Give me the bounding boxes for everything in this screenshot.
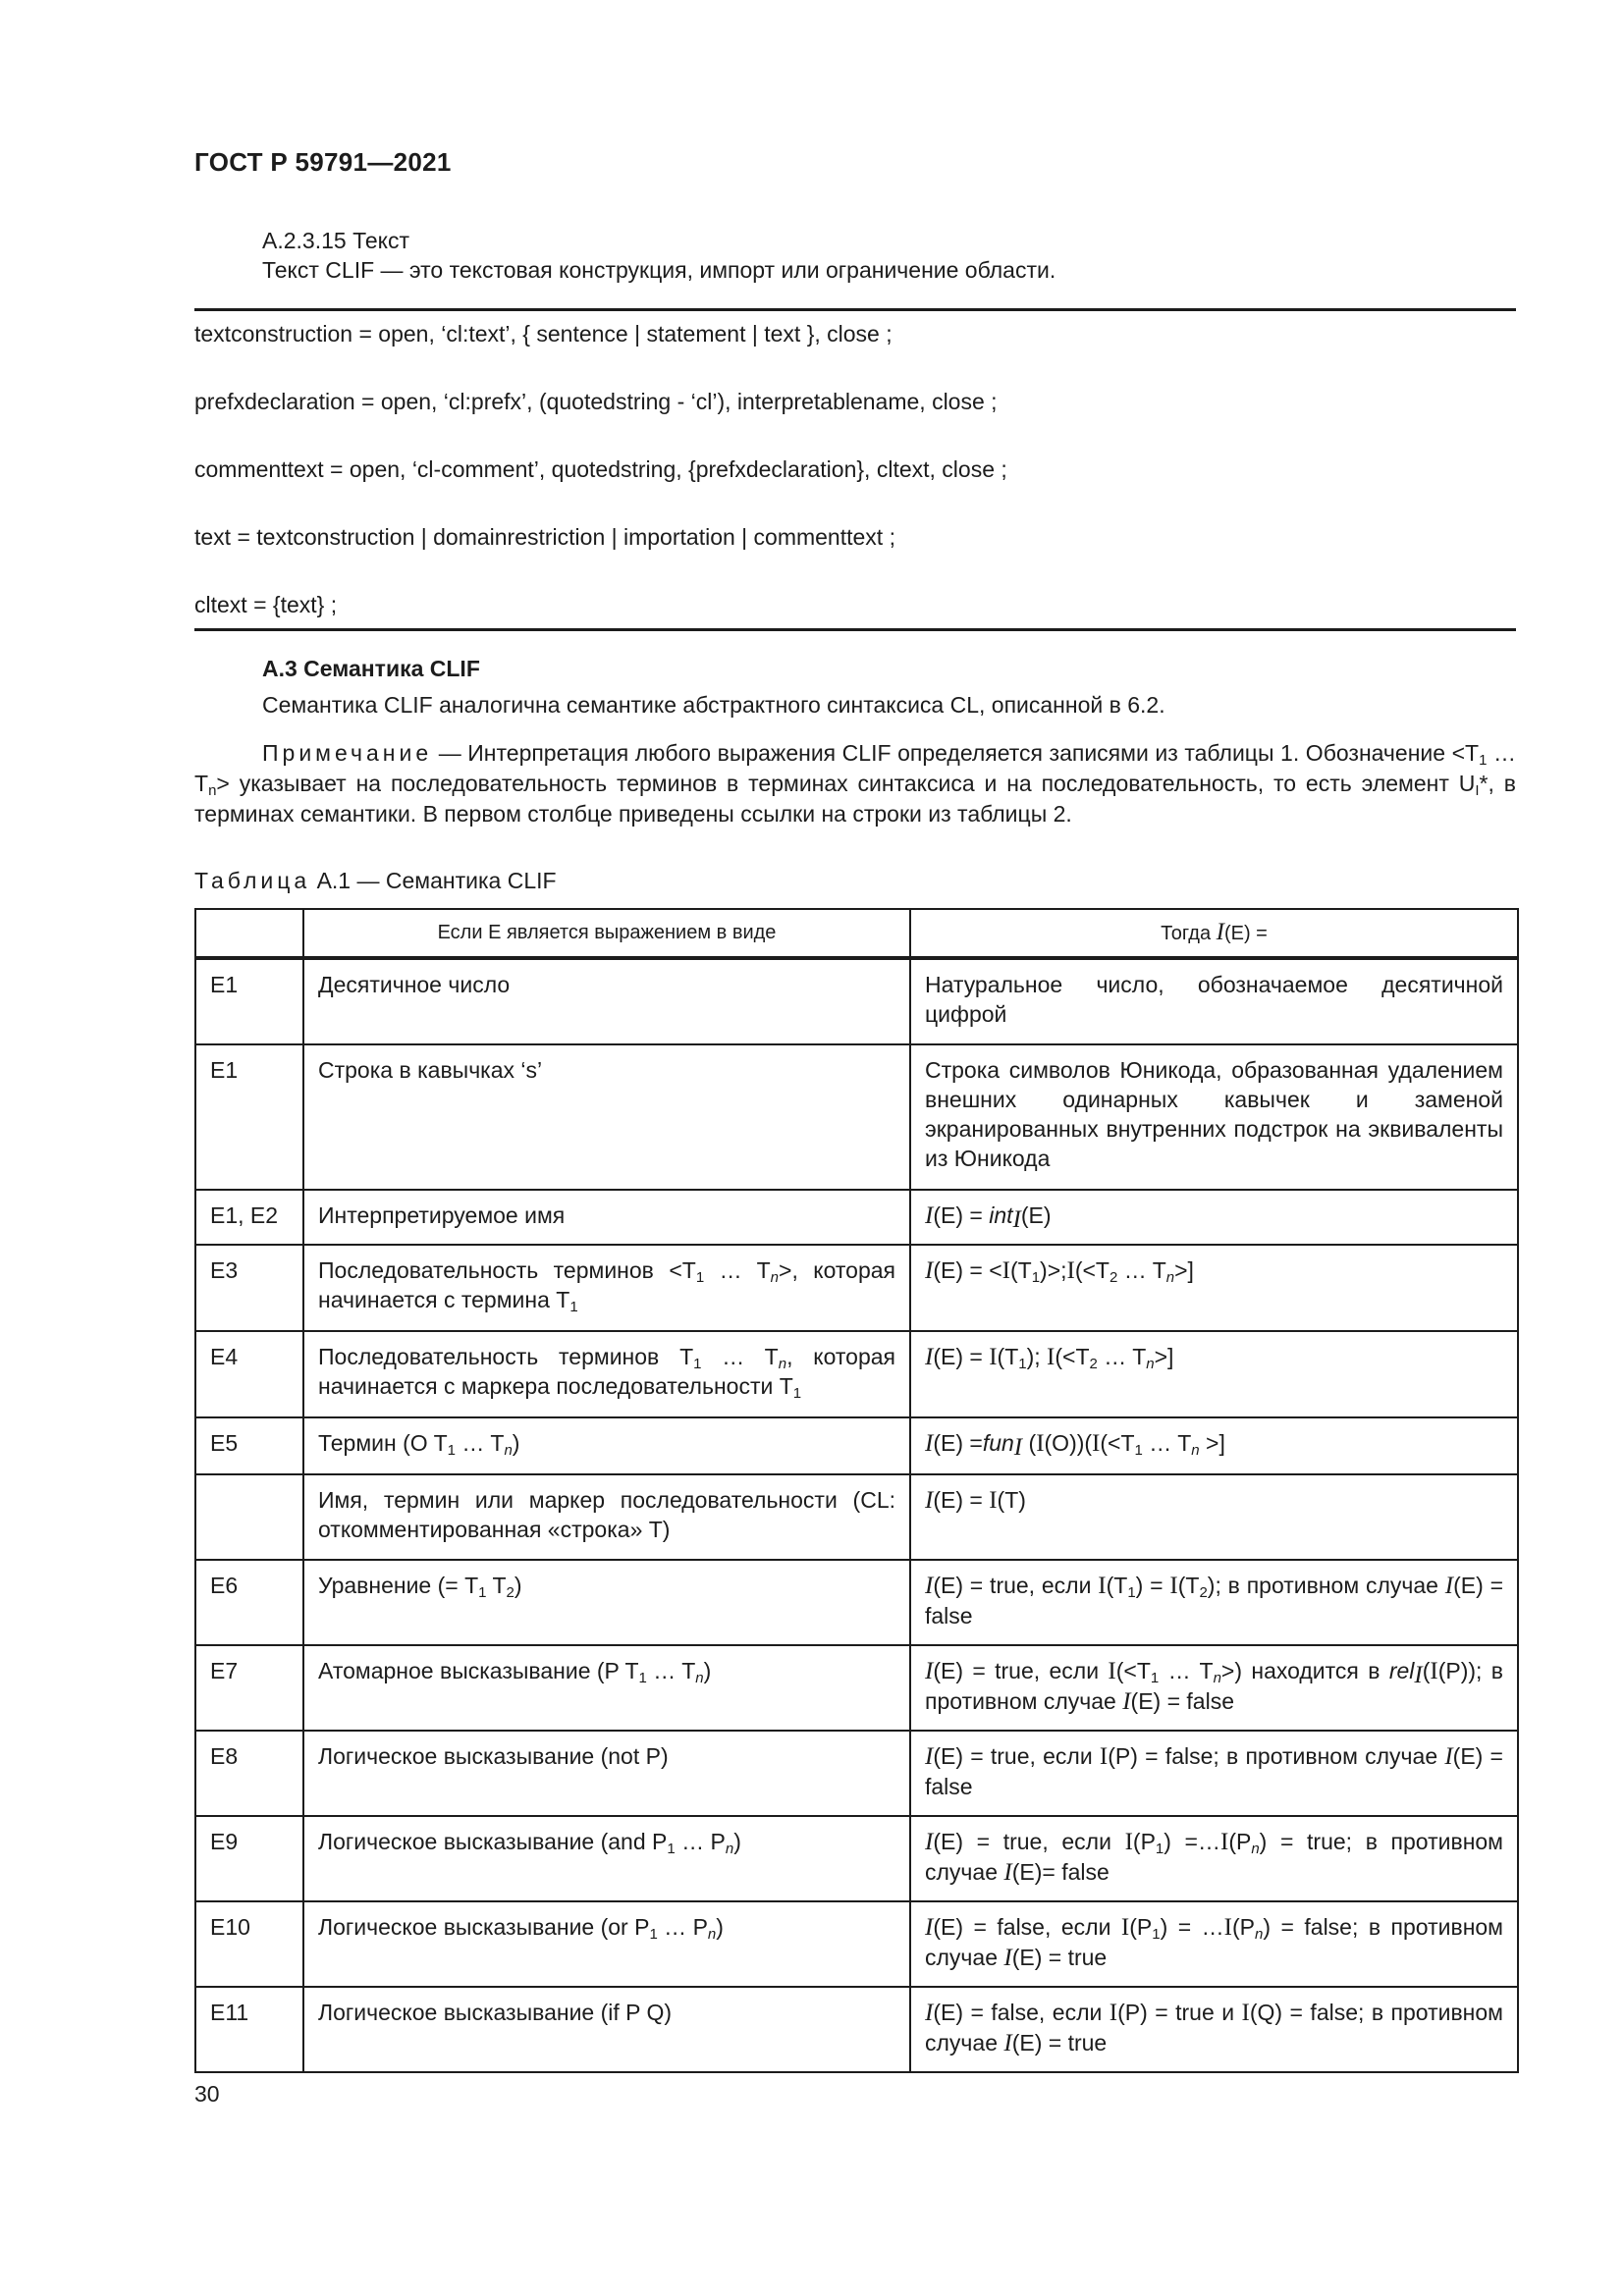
header-cell-id <box>195 909 303 958</box>
table-row <box>195 1190 1518 1245</box>
section-heading: А.3 Семантика CLIF <box>262 656 480 681</box>
table-row <box>195 1331 1518 1417</box>
row-result-cell: Строка символов Юникода, образованная удалением внешних одинарных кавычек и заменой экранированных внутренних подстрок на эквиваленты из Юникода <box>910 1044 1518 1190</box>
table-row <box>195 958 1518 1044</box>
row-id-cell: E6 <box>195 1560 303 1645</box>
row-expression-cell: Термин (O $T_1$ … $T_n$) <box>303 1417 910 1474</box>
section-text-semantics: Семантика CLIF аналогична семантике абстрактного синтаксиса CL, описанной в 6.2. <box>262 692 1165 718</box>
page-number: 30 <box>194 2081 220 2107</box>
table-row <box>195 1417 1518 1474</box>
section-number-title: А.2.3.15 Текст <box>262 228 409 253</box>
row-id-cell: E4 <box>195 1331 303 1417</box>
row-expression-cell: Десятичное число <box>303 958 910 1044</box>
table-row <box>195 1044 1518 1190</box>
row-result-cell: Натуральное число, обозначаемое десятичной цифрой <box>910 958 1518 1044</box>
table-row <box>195 1560 1518 1645</box>
row-id-cell: E3 <box>195 1245 303 1331</box>
row-id-cell: E11 <box>195 1987 303 2072</box>
row-result-cell: I(E) = true, если $I(T_1) = I(T_2)$; в противном случае I(E) = false <box>910 1560 1518 1645</box>
row-expression-cell: Последовательность терминов $<T_1$ … $T_n>$, которая начинается с термина $T_1$ <box>303 1245 910 1331</box>
grammar-line-commenttext: commenttext = open, ‘cl-comment’, quotedstring, {prefxdeclaration}, cltext, close ; <box>194 456 1007 482</box>
note-label: Примечание <box>262 740 433 766</box>
note-paragraph: Примечание — Интерпретация любого выражения CLIF определяется записями из таблицы 1. Обозначение $<T_1$ … $T_n>$ указывает на последовательность терминов в терминах синтаксиса и на последовательность, то есть элемент $U_I*$, в терминах семантики. В первом столбце приведены ссылки на строки из таблицы 2. <box>194 740 1516 827</box>
grammar-line-textconstruction: textconstruction = open, ‘cl:text’, { sentence | statement | text }, close ; <box>194 321 893 347</box>
row-result-cell: I(E) = true, если $I(<T_1$ … $T_n>$) находится в rel$_I$(I(P)); в противном случае I(E) = false <box>910 1645 1518 1731</box>
row-result-cell: I(E) = false, если $I(P_1)$ = $\dots I(P_n)$ = false; в противном случае I(E) = true <box>910 1901 1518 1987</box>
row-expression-cell: Имя, термин или маркер последовательности (CL: откомментированная «строка» T) <box>303 1474 910 1560</box>
row-id-cell <box>195 1474 303 1560</box>
section-text: Текст CLIF — это текстовая конструкция, импорт или ограничение области. <box>262 257 1056 283</box>
row-result-cell: $I(E) = <I(T_1)>;I(<T_2$ … $T_n>$] <box>910 1245 1518 1331</box>
row-result-cell: I(E) = true, если I(P) = false; в противном случае I(E) = false <box>910 1731 1518 1816</box>
document-header: ГОСТ Р 59791—2021 <box>194 147 452 177</box>
row-expression-cell: Последовательность терминов $T_1$ … $T_n$, которая начинается с маркера последовательности $T_1$ <box>303 1331 910 1417</box>
row-result-cell: I(E) = false, если I(P) = true и I(Q) = false; в противном случае I(E) = true <box>910 1987 1518 2072</box>
grammar-line-text: text = textconstruction | domainrestriction | importation | commenttext ; <box>194 524 895 550</box>
header-cell-result: Тогда I(E) = <box>910 909 1518 958</box>
row-result-cell: I(E) = I(T) <box>910 1474 1518 1560</box>
table-row <box>195 1731 1518 1816</box>
row-expression-cell: Логическое высказывание (if P Q) <box>303 1987 910 2072</box>
semantics-table <box>194 908 1519 2073</box>
row-id-cell: E8 <box>195 1731 303 1816</box>
grammar-bottom-rule <box>194 628 1516 631</box>
row-result-cell: $I(E) = I(T_1)$; $I(<T_2$ … $T_n>$] <box>910 1331 1518 1417</box>
table-row <box>195 1645 1518 1731</box>
row-id-cell: E5 <box>195 1417 303 1474</box>
table-header-row <box>195 909 1518 958</box>
header-cell-expression: Если E является выражением в виде <box>303 909 910 958</box>
table-caption: Таблица А.1 — Семантика CLIF <box>194 868 557 893</box>
table-row <box>195 1987 1518 2072</box>
grammar-line-cltext: cltext = {text} ; <box>194 592 338 617</box>
row-id-cell: E7 <box>195 1645 303 1731</box>
row-expression-cell: Интерпретируемое имя <box>303 1190 910 1245</box>
table-row <box>195 1474 1518 1560</box>
row-id-cell: E1 <box>195 1044 303 1190</box>
row-id-cell: E10 <box>195 1901 303 1987</box>
table-row <box>195 1816 1518 1901</box>
row-expression-cell: Логическое высказывание (not P) <box>303 1731 910 1816</box>
row-expression-cell: Логическое высказывание (and $P_1$ … $P_n$) <box>303 1816 910 1901</box>
row-expression-cell: Уравнение (= $T_1$ $T_2$) <box>303 1560 910 1645</box>
row-expression-cell: Атомарное высказывание (P $T_1$ … $T_n$) <box>303 1645 910 1731</box>
table-row <box>195 1245 1518 1331</box>
row-result-cell: I(E) = int$_I$(E) <box>910 1190 1518 1245</box>
row-id-cell: E1, E2 <box>195 1190 303 1245</box>
grammar-top-rule <box>194 308 1516 311</box>
row-expression-cell: Логическое высказывание (or $P_1$ … $P_n$) <box>303 1901 910 1987</box>
row-result-cell: I(E) =fun$_I$ $(I(O))(I(<T_1$ … $T_n$ >] <box>910 1417 1518 1474</box>
row-result-cell: I(E) = true, если $I(P_1)$ $=\dots I(P_n)$ = true; в противном случае I(E)= false <box>910 1816 1518 1901</box>
row-id-cell: E1 <box>195 958 303 1044</box>
row-expression-cell: Строка в кавычках ‘s’ <box>303 1044 910 1190</box>
grammar-line-prefxdeclaration: prefxdeclaration = open, ‘cl:prefx’, (quotedstring - ‘cl’), interpretablename, close ; <box>194 389 998 414</box>
row-id-cell: E9 <box>195 1816 303 1901</box>
table-row <box>195 1901 1518 1987</box>
